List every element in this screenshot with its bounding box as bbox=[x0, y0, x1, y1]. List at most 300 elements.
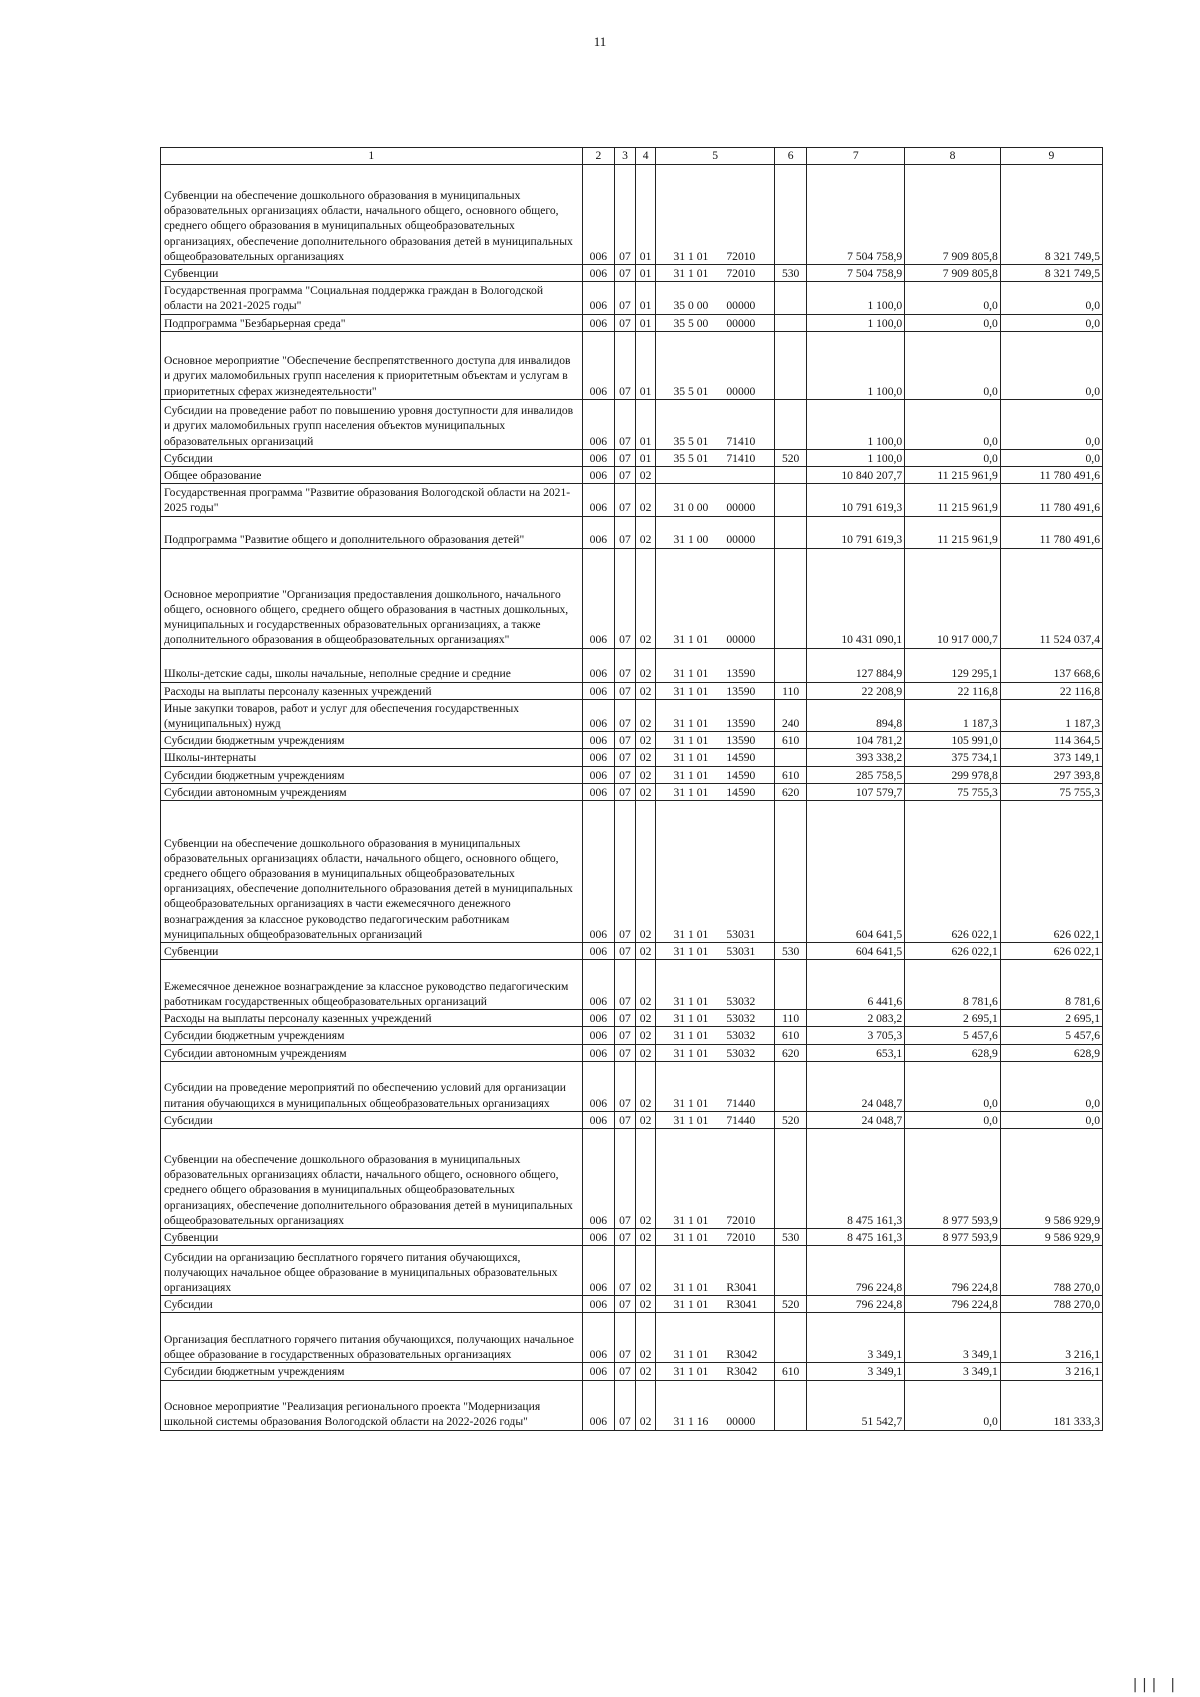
subsection-code: 02 bbox=[635, 1044, 656, 1061]
header-row bbox=[161, 148, 1103, 165]
table-row bbox=[161, 1246, 1103, 1296]
amount-col9: 137 668,6 bbox=[1000, 648, 1102, 682]
target-program-code: 31 1 01 bbox=[656, 1061, 724, 1111]
row-name: Расходы на выплаты персоналу казенных учреждений bbox=[161, 1010, 583, 1027]
amount-col7: 796 224,8 bbox=[807, 1296, 905, 1313]
admin-code: 006 bbox=[582, 165, 615, 265]
admin-code: 006 bbox=[582, 699, 615, 731]
row-name: Субвенции на обеспечение дошкольного образования в муниципальных образовательных организациях области, начального общего, основного общего, среднего общего образования в муниципальных общеобразовательных организациях, обеспечение дополнительного образования детей в муниципальных общеобразовательных организациях bbox=[161, 1129, 583, 1229]
section-code: 07 bbox=[615, 1246, 636, 1296]
amount-col9: 626 022,1 bbox=[1000, 801, 1102, 943]
subsection-code: 02 bbox=[635, 766, 656, 783]
amount-col9: 8 321 749,5 bbox=[1000, 265, 1102, 282]
subsection-code: 02 bbox=[635, 1296, 656, 1313]
table-row bbox=[161, 960, 1103, 1010]
target-program-code: 31 1 01 bbox=[656, 943, 724, 960]
target-program-code: 35 5 00 bbox=[656, 314, 724, 331]
subsection-code: 02 bbox=[635, 699, 656, 731]
subsection-code: 01 bbox=[635, 314, 656, 331]
target-program-code: 35 5 01 bbox=[656, 399, 724, 449]
section-code: 07 bbox=[615, 484, 636, 516]
section-code: 07 bbox=[615, 960, 636, 1010]
section-code: 07 bbox=[615, 749, 636, 766]
subsection-code: 02 bbox=[635, 648, 656, 682]
row-name: Ежемесячное денежное вознаграждение за классное руководство педагогическим работникам государственных общеобразовательных организаций bbox=[161, 960, 583, 1010]
subsection-code: 02 bbox=[635, 1363, 656, 1380]
row-name: Государственная программа "Социальная поддержка граждан в Вологодской области на 2021-2025 годы" bbox=[161, 282, 583, 314]
amount-col7: 10 840 207,7 bbox=[807, 467, 905, 484]
admin-code: 006 bbox=[582, 1027, 615, 1044]
admin-code: 006 bbox=[582, 1246, 615, 1296]
subsection-code: 02 bbox=[635, 1380, 656, 1430]
amount-col7: 393 338,2 bbox=[807, 749, 905, 766]
admin-code: 006 bbox=[582, 732, 615, 749]
expense-type-code bbox=[774, 484, 807, 516]
target-program-code: 31 1 01 bbox=[656, 749, 724, 766]
expense-direction-code: 53032 bbox=[724, 1027, 774, 1044]
amount-col9: 114 364,5 bbox=[1000, 732, 1102, 749]
header-cell: 4 bbox=[635, 148, 656, 165]
section-code: 07 bbox=[615, 1229, 636, 1246]
subsection-code: 01 bbox=[635, 265, 656, 282]
amount-col8: 22 116,8 bbox=[905, 682, 1001, 699]
amount-col7: 24 048,7 bbox=[807, 1061, 905, 1111]
row-name: Школы-интернаты bbox=[161, 749, 583, 766]
subsection-code: 02 bbox=[635, 1061, 656, 1111]
row-name: Субсидии бюджетным учреждениям bbox=[161, 732, 583, 749]
amount-col8: 7 909 805,8 bbox=[905, 165, 1001, 265]
expense-direction-code: 13590 bbox=[724, 699, 774, 731]
amount-col8: 375 734,1 bbox=[905, 749, 1001, 766]
section-code: 07 bbox=[615, 1313, 636, 1363]
row-name: Подпрограмма "Развитие общего и дополнительного образования детей" bbox=[161, 516, 583, 548]
target-program-code: 35 5 01 bbox=[656, 449, 724, 466]
subsection-code: 02 bbox=[635, 1111, 656, 1128]
section-code: 07 bbox=[615, 331, 636, 399]
amount-col8: 0,0 bbox=[905, 449, 1001, 466]
amount-col9: 788 270,0 bbox=[1000, 1246, 1102, 1296]
subsection-code: 02 bbox=[635, 1010, 656, 1027]
target-program-code: 31 1 16 bbox=[656, 1380, 724, 1430]
expense-type-code: 610 bbox=[774, 766, 807, 783]
expense-type-code bbox=[774, 516, 807, 548]
amount-col8: 299 978,8 bbox=[905, 766, 1001, 783]
subsection-code: 02 bbox=[635, 1229, 656, 1246]
expense-direction-code: 53032 bbox=[724, 1010, 774, 1027]
subsection-code: 02 bbox=[635, 682, 656, 699]
row-name: Субсидии bbox=[161, 1111, 583, 1128]
amount-col8: 10 917 000,7 bbox=[905, 548, 1001, 648]
table-row bbox=[161, 1061, 1103, 1111]
amount-col7: 6 441,6 bbox=[807, 960, 905, 1010]
row-name: Организация бесплатного горячего питания обучающихся, получающих начальное общее образование в государственных образовательных организациях bbox=[161, 1313, 583, 1363]
expense-type-code: 610 bbox=[774, 1027, 807, 1044]
row-name: Субсидии автономным учреждениям bbox=[161, 1044, 583, 1061]
header-cell: 1 bbox=[161, 148, 583, 165]
subsection-code: 02 bbox=[635, 548, 656, 648]
expense-direction-code: R3042 bbox=[724, 1363, 774, 1380]
subsection-code: 01 bbox=[635, 282, 656, 314]
section-code: 07 bbox=[615, 516, 636, 548]
amount-col7: 104 781,2 bbox=[807, 732, 905, 749]
expense-type-code bbox=[774, 1380, 807, 1430]
admin-code: 006 bbox=[582, 1229, 615, 1246]
expense-type-code bbox=[774, 314, 807, 331]
admin-code: 006 bbox=[582, 516, 615, 548]
expense-type-code: 110 bbox=[774, 682, 807, 699]
expense-direction-code: 71440 bbox=[724, 1111, 774, 1128]
expense-type-code: 520 bbox=[774, 449, 807, 466]
expense-type-code: 520 bbox=[774, 1111, 807, 1128]
amount-col9: 0,0 bbox=[1000, 1061, 1102, 1111]
admin-code: 006 bbox=[582, 399, 615, 449]
row-name: Субсидии автономным учреждениям bbox=[161, 783, 583, 800]
subsection-code: 02 bbox=[635, 1246, 656, 1296]
amount-col8: 8 781,6 bbox=[905, 960, 1001, 1010]
table-row bbox=[161, 282, 1103, 314]
expense-direction-code: 00000 bbox=[724, 314, 774, 331]
admin-code: 006 bbox=[582, 331, 615, 399]
table-row bbox=[161, 766, 1103, 783]
amount-col7: 653,1 bbox=[807, 1044, 905, 1061]
admin-code: 006 bbox=[582, 1363, 615, 1380]
amount-col7: 3 705,3 bbox=[807, 1027, 905, 1044]
row-name: Субсидии bbox=[161, 449, 583, 466]
target-program-code: 31 1 01 bbox=[656, 1111, 724, 1128]
amount-col7: 1 100,0 bbox=[807, 331, 905, 399]
amount-col9: 0,0 bbox=[1000, 449, 1102, 466]
admin-code: 006 bbox=[582, 1313, 615, 1363]
table-row bbox=[161, 783, 1103, 800]
table-row bbox=[161, 399, 1103, 449]
table-row bbox=[161, 1027, 1103, 1044]
amount-col9: 3 216,1 bbox=[1000, 1363, 1102, 1380]
table-row bbox=[161, 1313, 1103, 1363]
row-name: Субсидии на проведение работ по повышению уровня доступности для инвалидов и других маломобильных групп населения объектов муниципальных образовательных организаций bbox=[161, 399, 583, 449]
expense-type-code bbox=[774, 1129, 807, 1229]
amount-col7: 127 884,9 bbox=[807, 648, 905, 682]
amount-col8: 1 187,3 bbox=[905, 699, 1001, 731]
row-name: Основное мероприятие "Организация предоставления дошкольного, начального общего, основного общего, среднего общего образования в частных дошкольных, муниципальных и государственных образовательных организациях, а также дополнительного образования в общеобразовательных организациях" bbox=[161, 548, 583, 648]
table-row bbox=[161, 1111, 1103, 1128]
section-code: 07 bbox=[615, 399, 636, 449]
amount-col8: 5 457,6 bbox=[905, 1027, 1001, 1044]
amount-col8: 0,0 bbox=[905, 282, 1001, 314]
target-program-code: 31 1 01 bbox=[656, 766, 724, 783]
amount-col7: 107 579,7 bbox=[807, 783, 905, 800]
table-row bbox=[161, 648, 1103, 682]
amount-col9: 11 780 491,6 bbox=[1000, 484, 1102, 516]
scan-marks: ||| | bbox=[1130, 1677, 1178, 1693]
expense-direction-code: 72010 bbox=[724, 1129, 774, 1229]
admin-code: 006 bbox=[582, 467, 615, 484]
admin-code: 006 bbox=[582, 960, 615, 1010]
amount-col8: 7 909 805,8 bbox=[905, 265, 1001, 282]
amount-col7: 24 048,7 bbox=[807, 1111, 905, 1128]
admin-code: 006 bbox=[582, 648, 615, 682]
amount-col8: 129 295,1 bbox=[905, 648, 1001, 682]
amount-col8: 3 349,1 bbox=[905, 1363, 1001, 1380]
subsection-code: 01 bbox=[635, 399, 656, 449]
admin-code: 006 bbox=[582, 943, 615, 960]
section-code: 07 bbox=[615, 682, 636, 699]
row-name: Субвенции bbox=[161, 943, 583, 960]
row-name: Государственная программа "Развитие образования Вологодской области на 2021-2025 годы" bbox=[161, 484, 583, 516]
expense-direction-code: 00000 bbox=[724, 484, 774, 516]
table-row bbox=[161, 749, 1103, 766]
section-code: 07 bbox=[615, 1296, 636, 1313]
expense-type-code bbox=[774, 801, 807, 943]
target-program-code: 31 0 00 bbox=[656, 484, 724, 516]
expense-direction-code: 00000 bbox=[724, 1380, 774, 1430]
expense-direction-code: R3041 bbox=[724, 1246, 774, 1296]
row-name: Общее образование bbox=[161, 467, 583, 484]
section-code: 07 bbox=[615, 265, 636, 282]
subsection-code: 02 bbox=[635, 1027, 656, 1044]
row-name: Расходы на выплаты персоналу казенных учреждений bbox=[161, 682, 583, 699]
amount-col9: 9 586 929,9 bbox=[1000, 1129, 1102, 1229]
section-code: 07 bbox=[615, 801, 636, 943]
expense-direction-code: 13590 bbox=[724, 682, 774, 699]
target-program-code: 31 1 01 bbox=[656, 732, 724, 749]
admin-code: 006 bbox=[582, 1061, 615, 1111]
amount-col9: 75 755,3 bbox=[1000, 783, 1102, 800]
target-program-code: 31 1 01 bbox=[656, 1129, 724, 1229]
amount-col8: 0,0 bbox=[905, 1061, 1001, 1111]
amount-col7: 7 504 758,9 bbox=[807, 265, 905, 282]
table-row bbox=[161, 682, 1103, 699]
target-program-code: 35 0 00 bbox=[656, 282, 724, 314]
subsection-code: 01 bbox=[635, 331, 656, 399]
row-name: Иные закупки товаров, работ и услуг для обеспечения государственных (муниципальных) нужд bbox=[161, 699, 583, 731]
table-row bbox=[161, 1044, 1103, 1061]
expense-type-code bbox=[774, 399, 807, 449]
table-row bbox=[161, 1229, 1103, 1246]
section-code: 07 bbox=[615, 165, 636, 265]
table-body bbox=[161, 165, 1103, 1431]
table-row bbox=[161, 314, 1103, 331]
expense-direction-code: 00000 bbox=[724, 548, 774, 648]
admin-code: 006 bbox=[582, 314, 615, 331]
row-name: Субвенции на обеспечение дошкольного образования в муниципальных образовательных организациях области, начального общего, основного общего, среднего общего образования в муниципальных общеобразовательных организациях, обеспечение дополнительного образования детей в муниципальных общеобразовательных организациях в части ежемесячного денежного вознаграждения за классное руководство педагогическим работникам муниципальных общеобразовательных организаций bbox=[161, 801, 583, 943]
subsection-code: 01 bbox=[635, 449, 656, 466]
amount-col9: 2 695,1 bbox=[1000, 1010, 1102, 1027]
expense-type-code bbox=[774, 648, 807, 682]
row-name: Субвенции bbox=[161, 265, 583, 282]
amount-col9: 8 781,6 bbox=[1000, 960, 1102, 1010]
section-code: 07 bbox=[615, 467, 636, 484]
subsection-code: 02 bbox=[635, 960, 656, 1010]
amount-col7: 8 475 161,3 bbox=[807, 1229, 905, 1246]
amount-col7: 22 208,9 bbox=[807, 682, 905, 699]
amount-col7: 1 100,0 bbox=[807, 449, 905, 466]
expense-type-code bbox=[774, 282, 807, 314]
section-code: 07 bbox=[615, 449, 636, 466]
amount-col8: 0,0 bbox=[905, 1111, 1001, 1128]
expense-direction-code: 00000 bbox=[724, 516, 774, 548]
expense-direction-code: 00000 bbox=[724, 282, 774, 314]
amount-col8: 11 215 961,9 bbox=[905, 516, 1001, 548]
table-row bbox=[161, 1296, 1103, 1313]
amount-col9: 9 586 929,9 bbox=[1000, 1229, 1102, 1246]
expense-type-code bbox=[774, 165, 807, 265]
table-row bbox=[161, 1363, 1103, 1380]
amount-col8: 626 022,1 bbox=[905, 943, 1001, 960]
admin-code: 006 bbox=[582, 484, 615, 516]
expense-type-code bbox=[774, 1246, 807, 1296]
section-code: 07 bbox=[615, 282, 636, 314]
amount-col8: 11 215 961,9 bbox=[905, 467, 1001, 484]
section-code: 07 bbox=[615, 732, 636, 749]
expense-type-code bbox=[774, 548, 807, 648]
expense-direction-code: 71410 bbox=[724, 399, 774, 449]
admin-code: 006 bbox=[582, 449, 615, 466]
table-row bbox=[161, 331, 1103, 399]
header-cell: 2 bbox=[582, 148, 615, 165]
amount-col9: 11 524 037,4 bbox=[1000, 548, 1102, 648]
amount-col7: 894,8 bbox=[807, 699, 905, 731]
expense-type-code: 530 bbox=[774, 943, 807, 960]
subsection-code: 02 bbox=[635, 516, 656, 548]
expense-direction-code: 71440 bbox=[724, 1061, 774, 1111]
subsection-code: 02 bbox=[635, 801, 656, 943]
target-program-code: 31 1 01 bbox=[656, 1027, 724, 1044]
amount-col8: 0,0 bbox=[905, 1380, 1001, 1430]
amount-col8: 11 215 961,9 bbox=[905, 484, 1001, 516]
amount-col7: 604 641,5 bbox=[807, 943, 905, 960]
amount-col9: 788 270,0 bbox=[1000, 1296, 1102, 1313]
table-row bbox=[161, 484, 1103, 516]
amount-col8: 0,0 bbox=[905, 399, 1001, 449]
amount-col7: 10 791 619,3 bbox=[807, 516, 905, 548]
expense-direction-code: R3042 bbox=[724, 1313, 774, 1363]
table-row bbox=[161, 1129, 1103, 1229]
expense-direction-code: 71410 bbox=[724, 449, 774, 466]
subsection-code: 02 bbox=[635, 943, 656, 960]
expense-direction-code: 14590 bbox=[724, 766, 774, 783]
amount-col8: 626 022,1 bbox=[905, 801, 1001, 943]
table-row bbox=[161, 699, 1103, 731]
expense-direction-code: 14590 bbox=[724, 783, 774, 800]
amount-col7: 1 100,0 bbox=[807, 314, 905, 331]
expense-type-code: 620 bbox=[774, 1044, 807, 1061]
subsection-code: 02 bbox=[635, 484, 656, 516]
expense-type-code: 610 bbox=[774, 1363, 807, 1380]
amount-col8: 105 991,0 bbox=[905, 732, 1001, 749]
header-cell: 7 bbox=[807, 148, 905, 165]
amount-col7: 8 475 161,3 bbox=[807, 1129, 905, 1229]
table-row bbox=[161, 265, 1103, 282]
expense-direction-code: 13590 bbox=[724, 732, 774, 749]
admin-code: 006 bbox=[582, 548, 615, 648]
expense-type-code: 520 bbox=[774, 1296, 807, 1313]
target-program-code: 31 1 01 bbox=[656, 165, 724, 265]
expense-direction-code: 14590 bbox=[724, 749, 774, 766]
expense-type-code: 610 bbox=[774, 732, 807, 749]
amount-col8: 8 977 593,9 bbox=[905, 1229, 1001, 1246]
amount-col8: 2 695,1 bbox=[905, 1010, 1001, 1027]
expense-direction-code: 13590 bbox=[724, 648, 774, 682]
target-program-code: 31 1 01 bbox=[656, 1363, 724, 1380]
amount-col9: 11 780 491,6 bbox=[1000, 516, 1102, 548]
amount-col9: 373 149,1 bbox=[1000, 749, 1102, 766]
expense-type-code: 620 bbox=[774, 783, 807, 800]
admin-code: 006 bbox=[582, 749, 615, 766]
target-program-code: 31 1 01 bbox=[656, 548, 724, 648]
amount-col9: 5 457,6 bbox=[1000, 1027, 1102, 1044]
target-program-code bbox=[656, 467, 724, 484]
target-program-code: 31 1 01 bbox=[656, 801, 724, 943]
page-number: 11 bbox=[593, 34, 607, 49]
row-name: Субвенции bbox=[161, 1229, 583, 1246]
expense-direction-code: R3041 bbox=[724, 1296, 774, 1313]
amount-col9: 181 333,3 bbox=[1000, 1380, 1102, 1430]
section-code: 07 bbox=[615, 1111, 636, 1128]
amount-col8: 628,9 bbox=[905, 1044, 1001, 1061]
target-program-code: 31 1 01 bbox=[656, 699, 724, 731]
header-cell: 3 bbox=[615, 148, 636, 165]
amount-col7: 10 431 090,1 bbox=[807, 548, 905, 648]
header-cell: 9 bbox=[1000, 148, 1102, 165]
section-code: 07 bbox=[615, 648, 636, 682]
amount-col8: 796 224,8 bbox=[905, 1246, 1001, 1296]
admin-code: 006 bbox=[582, 1380, 615, 1430]
row-name: Основное мероприятие "Обеспечение беспрепятственного доступа для инвалидов и других маломобильных групп населения к приоритетным объектам и услугам в приоритетных сферах жизнедеятельности" bbox=[161, 331, 583, 399]
amount-col9: 0,0 bbox=[1000, 1111, 1102, 1128]
target-program-code: 31 1 01 bbox=[656, 1044, 724, 1061]
table-row bbox=[161, 467, 1103, 484]
subsection-code: 02 bbox=[635, 1129, 656, 1229]
table-row bbox=[161, 801, 1103, 943]
amount-col8: 75 755,3 bbox=[905, 783, 1001, 800]
target-program-code: 31 1 01 bbox=[656, 1246, 724, 1296]
row-name: Школы-детские сады, школы начальные, неполные средние и средние bbox=[161, 648, 583, 682]
admin-code: 006 bbox=[582, 801, 615, 943]
section-code: 07 bbox=[615, 1027, 636, 1044]
target-program-code: 31 1 01 bbox=[656, 1313, 724, 1363]
expense-type-code bbox=[774, 1061, 807, 1111]
table-row bbox=[161, 1010, 1103, 1027]
row-name: Субсидии бюджетным учреждениям bbox=[161, 766, 583, 783]
section-code: 07 bbox=[615, 1010, 636, 1027]
target-program-code: 35 5 01 bbox=[656, 331, 724, 399]
table-row bbox=[161, 943, 1103, 960]
expense-direction-code: 53031 bbox=[724, 801, 774, 943]
row-name: Субсидии бюджетным учреждениям bbox=[161, 1027, 583, 1044]
amount-col7: 10 791 619,3 bbox=[807, 484, 905, 516]
expense-type-code bbox=[774, 331, 807, 399]
section-code: 07 bbox=[615, 766, 636, 783]
row-name: Субвенции на обеспечение дошкольного образования в муниципальных образовательных организациях области, начального общего, основного общего, среднего общего образования в муниципальных общеобразовательных организациях, обеспечение дополнительного образования детей в муниципальных общеобразовательных организациях bbox=[161, 165, 583, 265]
subsection-code: 01 bbox=[635, 165, 656, 265]
section-code: 07 bbox=[615, 548, 636, 648]
row-name: Субсидии bbox=[161, 1296, 583, 1313]
header-cell: 8 bbox=[905, 148, 1001, 165]
admin-code: 006 bbox=[582, 682, 615, 699]
header-cell: 5 bbox=[656, 148, 774, 165]
row-name: Основное мероприятие "Реализация регионального проекта "Модернизация школьной системы образования Вологодской области на 2022-2026 годы" bbox=[161, 1380, 583, 1430]
admin-code: 006 bbox=[582, 1010, 615, 1027]
target-program-code: 31 1 01 bbox=[656, 1010, 724, 1027]
amount-col7: 3 349,1 bbox=[807, 1313, 905, 1363]
amount-col9: 297 393,8 bbox=[1000, 766, 1102, 783]
table-row bbox=[161, 548, 1103, 648]
amount-col9: 626 022,1 bbox=[1000, 943, 1102, 960]
section-code: 07 bbox=[615, 1363, 636, 1380]
section-code: 07 bbox=[615, 1061, 636, 1111]
section-code: 07 bbox=[615, 783, 636, 800]
target-program-code: 31 1 01 bbox=[656, 1296, 724, 1313]
